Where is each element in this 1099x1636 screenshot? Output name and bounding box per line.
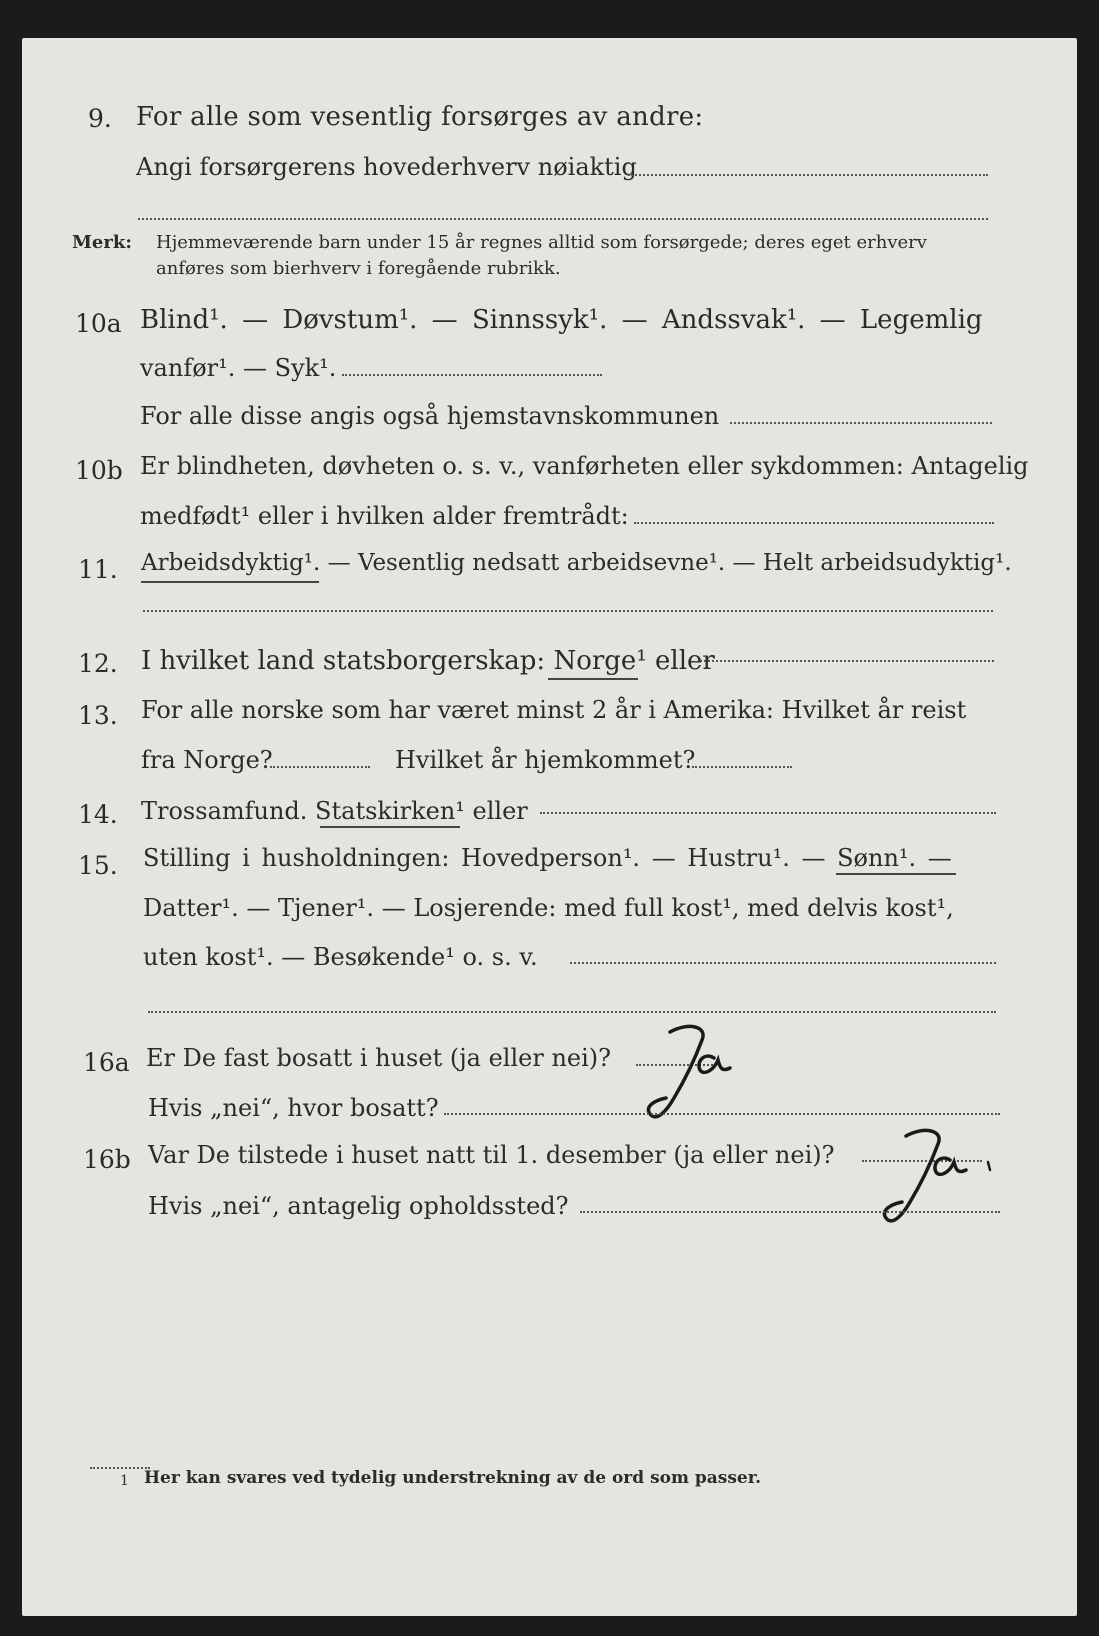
q13-right-line [692, 766, 792, 768]
q11-underline-mark [141, 581, 319, 583]
q13-left-line [270, 766, 370, 768]
merk-line2: anføres som bierhverv i foregående rubrikk. [156, 258, 561, 279]
merk-line1: Hjemmeværende barn under 15 år regnes alltid som forsørgede; deres eget erhverv [156, 232, 927, 253]
q14-number: 14. [78, 800, 118, 829]
q10b-line1: Er blindheten, døvheten o. s. v., vanførheten eller sykdommen: Antagelig [140, 452, 1029, 480]
q11-line1: Arbeidsdyktig¹. — Vesentlig nedsatt arbeidsevne¹. — Helt arbeidsudyktig¹. [141, 550, 1012, 576]
q14-answer-line [540, 812, 996, 814]
q11-extra-line [143, 610, 993, 612]
q16b-handwritten-answer [866, 1122, 996, 1232]
q9-line1: For alle som vesentlig forsørges av andre: [136, 102, 704, 132]
q10b-line2: medfødt¹ eller i hvilken alder fremtrådt: [140, 502, 629, 530]
q14-line1: Trossamfund. Statskirken¹ eller [141, 797, 528, 825]
q12-line1: I hvilket land statsborgerskap: Norge¹ eller [141, 646, 715, 676]
q13-line2b: Hvilket år hjemkommet? [395, 746, 696, 774]
q10a-line1: Blind¹. — Døvstum¹. — Sinnssyk¹. — Andssvak¹. — Legemlig [140, 305, 983, 335]
q15-line2: Datter¹. — Tjener¹. — Losjerende: med full kost¹, med delvis kost¹, [143, 894, 954, 922]
q9-answer-line [628, 174, 988, 176]
q16a-number: 16a [83, 1048, 130, 1077]
q16a-where-line [444, 1113, 1000, 1115]
q9-extra-line [138, 218, 988, 220]
q10a-sick-line [342, 374, 602, 376]
q10a-home-line [730, 422, 992, 424]
q12-answer-line [700, 660, 994, 662]
q13-number: 13. [78, 701, 118, 730]
q15-answer-line [570, 962, 996, 964]
merk-label: Merk: [72, 232, 132, 253]
q14-underline-mark [320, 826, 460, 828]
q16b-line1: Var De tilstede i huset natt til 1. desember (ja eller nei)? [148, 1141, 835, 1169]
q10a-number: 10a [75, 309, 122, 338]
footnote-mark: 1 [120, 1473, 129, 1489]
q15-line1: Stilling i husholdningen: Hovedperson¹. — Hustru¹. — Sønn¹. — [143, 844, 952, 872]
q10b-answer-line [634, 522, 994, 524]
q15-underline-mark [836, 873, 956, 875]
q16a-line1: Er De fast bosatt i huset (ja eller nei)? [146, 1044, 612, 1072]
q16b-where-line [580, 1211, 1000, 1213]
q15-line3: uten kost¹. — Besøkende¹ o. s. v. [143, 943, 538, 971]
q16b-number: 16b [83, 1145, 131, 1174]
q10a-line3: For alle disse angis også hjemstavnskommunen [140, 402, 720, 430]
q10b-number: 10b [75, 456, 123, 485]
q16b-line2: Hvis „nei“, antagelig opholdssted? [148, 1192, 569, 1220]
q16a-line2: Hvis „nei“, hvor bosatt? [148, 1094, 439, 1122]
q11-number: 11. [78, 555, 118, 584]
q13-line1: For alle norske som har været minst 2 år i Amerika: Hvilket år reist [141, 696, 967, 724]
footnote-text: Her kan svares ved tydelig understrekning av de ord som passer. [144, 1468, 762, 1488]
q12-number: 12. [78, 649, 118, 678]
footnote-rule [90, 1467, 150, 1469]
q16a-handwritten-answer [630, 1018, 750, 1128]
q9-line2: Angi forsørgerens hovederhverv nøiaktig [136, 153, 637, 181]
q10a-line2: vanfør¹. — Syk¹. [140, 354, 337, 382]
q15-number: 15. [78, 851, 118, 880]
q12-underline-mark [548, 678, 638, 680]
q13-line2a: fra Norge? [141, 746, 273, 774]
q15-extra-line [148, 1011, 996, 1013]
q9-number: 9. [88, 104, 112, 133]
